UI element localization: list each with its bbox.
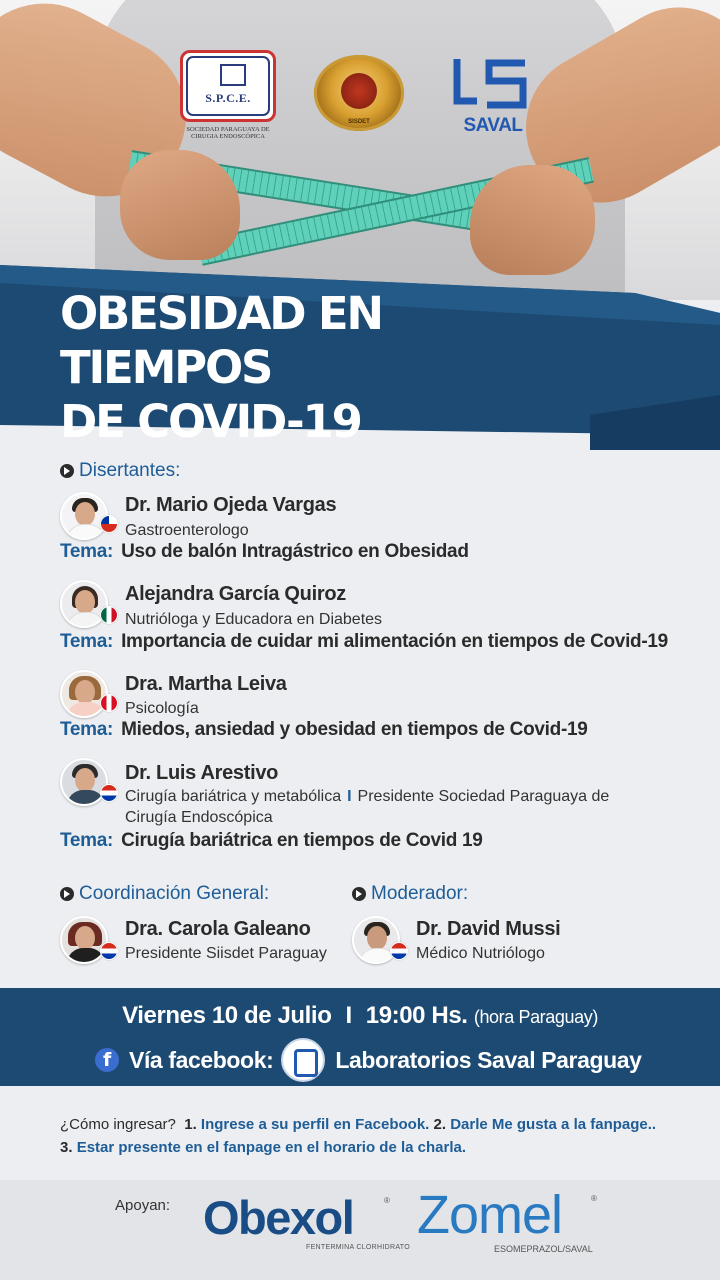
left-hand-shape [120, 150, 240, 260]
speaker-role-extra-2: Cirugía Endoscópica [125, 809, 273, 826]
event-facebook-line [95, 1040, 642, 1080]
topic-text: Uso de balón Intragástrico en Obesidad [121, 541, 469, 562]
coordination-label: Coordinación General: [79, 883, 270, 904]
speaker-role: Gastroenterologo [125, 522, 249, 539]
step-number: 1. [184, 1116, 197, 1133]
speaker-topic [60, 631, 668, 653]
topic-label: Tema: [60, 631, 114, 652]
speaker-topic [60, 541, 469, 563]
spce-logo-name: SOCIEDAD PARAGUAYA DE CIRUGIA ENDOSCÓPICA [186, 126, 270, 140]
seal-text: SISDET [348, 119, 370, 125]
how-to-join [60, 1113, 680, 1159]
paraguay-flag-icon [390, 942, 408, 960]
event-separator: I [345, 1002, 352, 1029]
avatar [60, 670, 108, 718]
speaker-role: Psicología [125, 700, 199, 717]
peru-flag-icon [100, 694, 118, 712]
howto-step-3: Estar presente en el fanpage en el horario de la charla. [76, 1139, 466, 1156]
fanpage-name-link[interactable]: Laboratorios Saval Paraguay [335, 1046, 642, 1073]
saval-logo-text: SAVAL [463, 115, 523, 136]
speaker-role-main: Cirugía bariátrica y metabólica [125, 788, 342, 805]
speaker-name: Dr. Luis Arestivo [125, 762, 279, 784]
topic-label: Tema: [60, 541, 114, 562]
avatar [60, 916, 108, 964]
speaker-role-extra: Presidente Sociedad Paraguaya de [357, 788, 610, 805]
step-number: 3. [60, 1139, 73, 1156]
sponsors-bar [0, 1180, 720, 1280]
play-bullet-icon [60, 887, 74, 901]
zomel-logo: Zomel [417, 1185, 563, 1245]
speakers-label: Disertantes: [79, 460, 181, 481]
spce-logo-abbr: S.P.C.E. [205, 91, 251, 105]
event-timezone: (hora Paraguay) [473, 1007, 598, 1027]
moderator-name: Dr. David Mussi [416, 918, 561, 940]
speaker-name: Dr. Mario Ojeda Vargas [125, 494, 337, 516]
title-line-2: DE COVID-19 [60, 395, 361, 448]
registered-mark: ® [384, 1196, 390, 1205]
zomel-subtitle: ESOMEPRAZOL/SAVAL [494, 1244, 593, 1254]
sponsors-label: Apoyan: [115, 1197, 171, 1214]
title-line-1: OBESIDAD EN TIEMPOS [60, 287, 382, 394]
speaker-role [125, 786, 670, 828]
saval-mark-icon [453, 55, 533, 113]
event-date: Viernes 10 de Julio [122, 1002, 332, 1029]
obexol-logo: Obexol [203, 1191, 354, 1244]
coordinator-role: Presidente Siisdet Paraguay [125, 945, 327, 962]
speaker-role: Nutrióloga y Educadora en Diabetes [125, 611, 383, 628]
topic-text: Cirugía bariátrica en tiempos de Covid 19 [121, 830, 483, 851]
paraguay-flag-icon [100, 784, 118, 802]
spce-logo [180, 50, 276, 122]
topic-text: Importancia de cuidar mi alimentación en tiempos de Covid-19 [121, 631, 668, 652]
topic-text: Miedos, ansiedad y obesidad en tiempos de Covid-19 [121, 719, 588, 740]
moderator-label: Moderador: [371, 883, 469, 904]
role-separator: I [347, 788, 352, 805]
fanpage-avatar-icon[interactable] [281, 1038, 325, 1082]
speaker-topic [60, 719, 588, 741]
right-hand-shape [470, 165, 595, 275]
seal-emblem-icon [341, 73, 377, 109]
topic-label: Tema: [60, 719, 114, 740]
avatar [60, 758, 108, 806]
event-datetime [0, 1002, 720, 1030]
howto-step-1: Ingrese a su perfil en Facebook. [200, 1116, 430, 1133]
spce-emblem-icon [220, 64, 246, 86]
via-facebook-label: Vía facebook: [129, 1046, 274, 1073]
speaker-topic [60, 830, 483, 852]
howto-step-2: Darle Me gusta a la fanpage.. [450, 1116, 657, 1133]
moderator-section-label [352, 883, 468, 905]
step-number: 2. [433, 1116, 447, 1133]
registered-mark: ® [591, 1194, 597, 1203]
speakers-section-label [60, 460, 180, 482]
mexico-flag-icon [100, 606, 118, 624]
facebook-icon [95, 1048, 119, 1072]
howto-question: ¿Cómo ingresar? [60, 1116, 176, 1133]
play-bullet-icon [60, 464, 74, 478]
topic-label: Tema: [60, 830, 114, 851]
speaker-name: Alejandra García Quiroz [125, 583, 346, 605]
event-time: 19:00 Hs. [365, 1002, 468, 1029]
moderator-role: Médico Nutriólogo [416, 945, 545, 962]
hero-image [0, 0, 720, 300]
page-title [60, 287, 580, 449]
event-info-band [0, 988, 720, 1086]
coordination-section-label [60, 883, 269, 905]
chile-flag-icon [100, 515, 118, 533]
speaker-name: Dra. Martha Leiva [125, 673, 287, 695]
coordinator-name: Dra. Carola Galeano [125, 918, 311, 940]
play-bullet-icon [352, 887, 366, 901]
sisdet-seal-logo [314, 55, 404, 131]
saval-logo [453, 55, 533, 141]
obexol-subtitle: FENTERMINA CLORHIDRATO [306, 1244, 410, 1251]
paraguay-flag-icon [100, 942, 118, 960]
avatar [60, 580, 108, 628]
